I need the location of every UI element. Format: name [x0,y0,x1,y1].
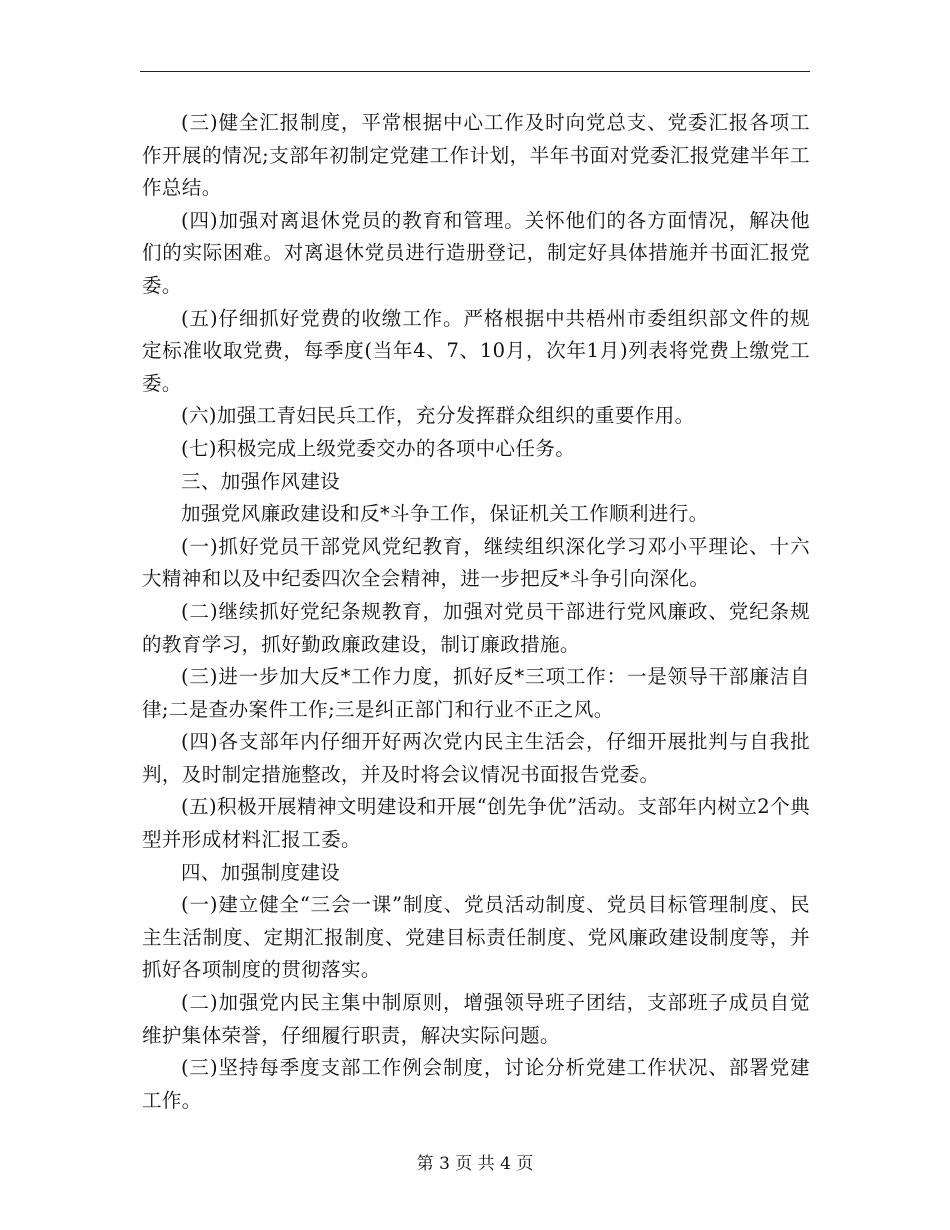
document-body [142,107,810,1117]
paragraph: (四)加强对离退休党员的教育和管理。关怀他们的各方面情况，解决他们的实际困难。对离退休党员进行造册登记，制定好具体措施并书面汇报党委。 [142,208,810,297]
paragraph: (三)健全汇报制度，平常根据中心工作及时向党总支、党委汇报各项工作开展的情况;支部年初制定党建工作计划，半年书面对党委汇报党建半年工作总结。 [142,111,810,200]
paragraph: (三)坚持每季度支部工作例会制度，讨论分析党建工作状况、部署党建工作。 [142,1056,810,1112]
paragraph: (一)抓好党员干部党风党纪教育，继续组织深化学习邓小平理论、十六大精神和以及中纪委四次全会精神，进一步把反*斗争引向深化。 [142,534,810,591]
paragraph: (五)仔细抓好党费的收缴工作。严格根据中共梧州市委组织部文件的规定标准收取党费，每季度(当年4、7、10月，次年1月)列表将党费上缴党工委。 [142,306,810,395]
paragraph: (四)各支部年内仔细开好两次党内民主生活会，仔细开展批判与自我批判，及时制定措施整改，并及时将会议情况书面报告党委。 [142,730,810,786]
paragraph: (五)积极开展精神文明建设和开展“创先争优”活动。支部年内树立2个典型并形成材料汇报工委。 [142,795,810,852]
section-heading: 三、加强作风建设 [181,469,341,493]
paragraph: (二)加强党内民主集中制原则，增强领导班子团结，支部班子成员自觉维护集体荣誉，仔细履行职责，解决实际问题。 [142,991,810,1047]
page-number-footer: 第 3 页 共 4 页 [416,1154,534,1174]
paragraph: 加强党风廉政建设和反*斗争工作，保证机关工作顺利进行。 [181,502,709,526]
paragraph: (二)继续抓好党纪条规教育，加强对党员干部进行党风廉政、党纪条规的教育学习，抓好勤政廉政建设，制订廉政措施。 [142,599,810,656]
section-heading: 四、加强制度建设 [181,860,341,884]
header-rule [140,71,810,72]
paragraph: (七)积极完成上级党委交办的各项中心任务。 [181,436,576,460]
paragraph: (一)建立健全“三会一课”制度、党员活动制度、党员目标管理制度、民主生活制度、定期汇报制度、党建目标责任制度、党风廉政建设制度等，并抓好各项制度的贯彻落实。 [142,893,810,982]
paragraph: (六)加强工青妇民兵工作，充分发挥群众组织的重要作用。 [181,404,695,428]
paragraph: (三)进一步加大反*工作力度，抓好反*三项工作：一是领导干部廉洁自律;二是查办案件工作;三是纠正部门和行业不正之风。 [142,665,810,721]
